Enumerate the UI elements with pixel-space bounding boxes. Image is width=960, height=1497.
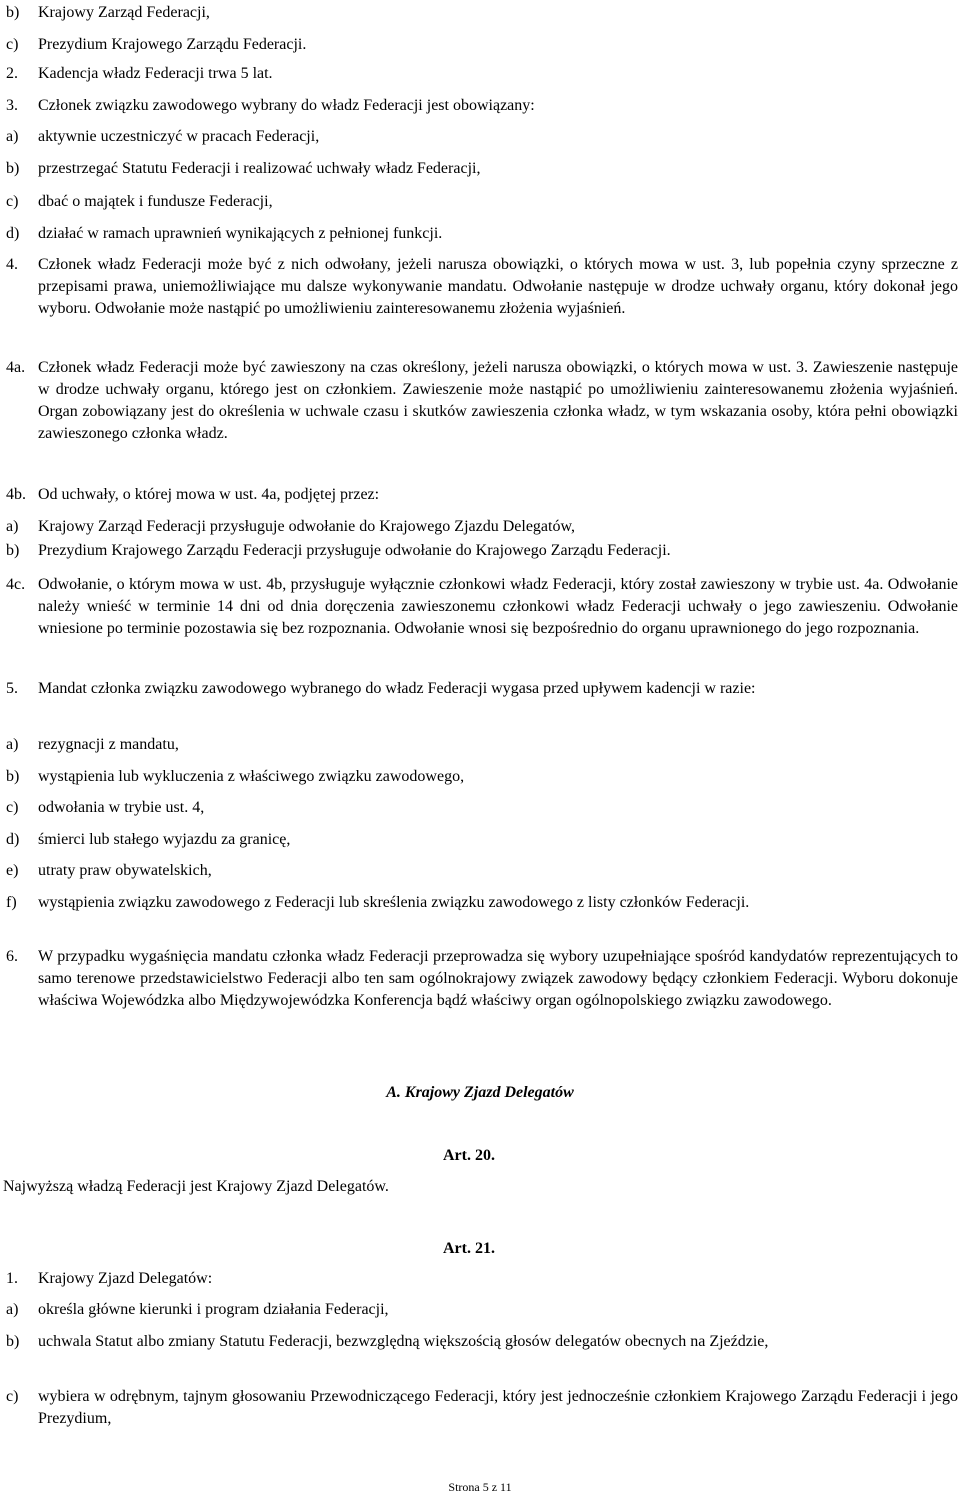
list-item [0, 63, 960, 85]
item-label: b) [6, 768, 20, 785]
item-text: Krajowy Zarząd Federacji, [38, 4, 210, 21]
list-item [0, 484, 960, 506]
item-text: Prezydium Krajowego Zarządu Federacji przysługuje odwołanie do Krajowego Zarządu Federacji. [38, 542, 671, 559]
item-text: Mandat członka związku zawodowego wybranego do władz Federacji wygasa przed upływem kadencji w razie: [38, 680, 756, 697]
item-text: określa główne kierunki i program działania Federacji, [38, 1301, 389, 1318]
item-text: śmierci lub stałego wyjazdu za granicę, [38, 831, 291, 848]
list-item [0, 516, 960, 538]
list-item [0, 892, 960, 936]
list-item [0, 254, 960, 344]
item-text: działać w ramach uprawnień wynikających z pełnionej funkcji. [38, 225, 443, 242]
item-label: a) [6, 518, 19, 535]
item-label: c) [6, 799, 19, 816]
item-text: utraty praw obywatelskich, [38, 862, 212, 879]
item-label: b) [6, 4, 20, 21]
item-label: 4a. [6, 359, 26, 376]
item-text: odwołania w trybie ust. 4, [38, 799, 205, 816]
item-label: b) [6, 160, 20, 177]
item-label: a) [6, 736, 19, 753]
item-text: Od uchwały, o której mowa w ust. 4a, podjętej przez: [38, 486, 380, 503]
list-item [0, 946, 960, 1034]
item-text: wystąpienia lub wykluczenia z właściwego związku zawodowego, [38, 768, 465, 785]
item-label: 1. [6, 1270, 18, 1287]
item-label: e) [6, 862, 19, 879]
item-label: c) [6, 1388, 19, 1405]
item-label: d) [6, 225, 20, 242]
list-item [0, 829, 960, 851]
item-text: Prezydium Krajowego Zarządu Federacji. [38, 36, 307, 53]
item-label: a) [6, 128, 19, 145]
item-text: wystąpienia związku zawodowego z Federacji lub skreślenia związku zawodowego z listy członków Federacji. [38, 894, 750, 911]
item-label: c) [6, 36, 19, 53]
list-item [0, 357, 960, 469]
list-item [0, 223, 960, 245]
item-text: rezygnacji z mandatu, [38, 736, 179, 753]
item-label: f) [6, 894, 17, 911]
list-item [0, 574, 960, 664]
item-text: dbać o majątek i fundusze Federacji, [38, 193, 273, 210]
item-label: 3. [6, 97, 18, 114]
list-item [0, 126, 960, 148]
item-label: 4. [6, 256, 18, 273]
section-heading: A. Krajowy Zjazd Delegatów [386, 1084, 574, 1101]
item-label: 5. [6, 680, 18, 697]
article-heading [0, 1238, 960, 1260]
list-item [0, 678, 960, 722]
item-label: a) [6, 1301, 19, 1318]
list-item [0, 766, 960, 788]
item-label: 4c. [6, 576, 26, 593]
list-item [0, 191, 960, 213]
article-heading-text: Art. 20. [443, 1147, 495, 1164]
item-text: przestrzegać Statutu Federacji i realizować uchwały władz Federacji, [38, 160, 481, 177]
list-item [0, 1299, 960, 1321]
item-text: uchwala Statut albo zmiany Statutu Federacji, bezwzględną większością głosów delegatów obecnych na Zjeździe, [38, 1333, 769, 1350]
article-heading [0, 1145, 960, 1167]
item-text: Krajowy Zarząd Federacji przysługuje odwołanie do Krajowego Zjazdu Delegatów, [38, 518, 575, 535]
list-item [0, 1386, 960, 1430]
item-text: W przypadku wygaśnięcia mandatu członka władz Federacji przeprowadza się wybory uzupełniające spośród kandydatów reprezentujących to samo terenowe przedstawicielstwo Federacji albo ten sam ogólnokrajowy związek zawodowy będący członkiem Federacji. Wyboru dokonuje właściwa Wojewódzka albo Międzywojewódzka Konferencja bądź właściwy organ ogólnopolskiego związku zawodowego. [38, 948, 958, 1009]
item-label: b) [6, 542, 20, 559]
article-heading-text: Art. 21. [443, 1240, 495, 1257]
list-item [0, 34, 960, 56]
list-item [0, 1268, 960, 1290]
list-item [0, 158, 960, 180]
item-text: Kadencja władz Federacji trwa 5 lat. [38, 65, 273, 82]
item-label: 6. [6, 948, 18, 965]
item-text: Krajowy Zjazd Delegatów: [38, 1270, 213, 1287]
item-text: Członek władz Federacji może być zawieszony na czas określony, jeżeli narusza obowiązki, o których mowa w ust. 3. Zawieszenie następuje w drodze uchwały organu, którego jest on członkiem. Zawieszenie może nastąpić po umożliwieniu zainteresowanemu złożenia wyjaśnień. Organ zobowiązany jest do określenia w uchwale czasu i skutków zawieszenia członka władz, w tym wskazania osoby, która pełni obowiązki zawieszonego członka władz. [38, 359, 958, 442]
list-item [0, 860, 960, 882]
item-text: Odwołanie, o którym mowa w ust. 4b, przysługuje wyłącznie członkowi władz Federacji, który został zawieszony w trybie ust. 4a. Odwołanie należy wnieść w terminie 14 dni od dnia doręczenia zawieszonemu członkowi władz Federacji uchwały o jego zawieszeniu. Odwołanie wniesione po terminie pozostawia się bez rozpoznania. Odwołanie wnosi się bezpośrednio do organu uprawnionego do jego rozpoznania. [38, 576, 958, 637]
list-item [0, 734, 960, 756]
list-item [0, 540, 960, 562]
item-text: Członek władz Federacji może być z nich odwołany, jeżeli narusza obowiązki, o których mowa w ust. 3, lub popełnia czyny sprzeczne z przepisami prawa, uniemożliwiające mu dalsze wykonywanie mandatu. Odwołanie następuje w drodze uchwały organu, który dokonał jego wyboru. Odwołanie może nastąpić po umożliwieniu zainteresowanemu złożenia wyjaśnień. [38, 256, 958, 317]
item-label: c) [6, 193, 19, 210]
page-number: Strona 5 z 11 [448, 1480, 512, 1494]
item-text: wybiera w odrębnym, tajnym głosowaniu Przewodniczącego Federacji, który jest jednocześnie członkiem Krajowego Zarządu Federacji i jego Prezydium, [38, 1388, 958, 1427]
list-item [0, 797, 960, 819]
list-item [0, 95, 960, 117]
item-label: b) [6, 1333, 20, 1350]
article-text: Najwyższą władzą Federacji jest Krajowy Zjazd Delegatów. [3, 1178, 389, 1195]
item-label: 2. [6, 65, 18, 82]
list-item [0, 2, 960, 24]
item-text: Członek związku zawodowego wybrany do władz Federacji jest obowiązany: [38, 97, 535, 114]
item-label: d) [6, 831, 20, 848]
item-label: 4b. [6, 486, 26, 503]
list-item [0, 1331, 960, 1375]
item-text: aktywnie uczestniczyć w pracach Federacji, [38, 128, 320, 145]
